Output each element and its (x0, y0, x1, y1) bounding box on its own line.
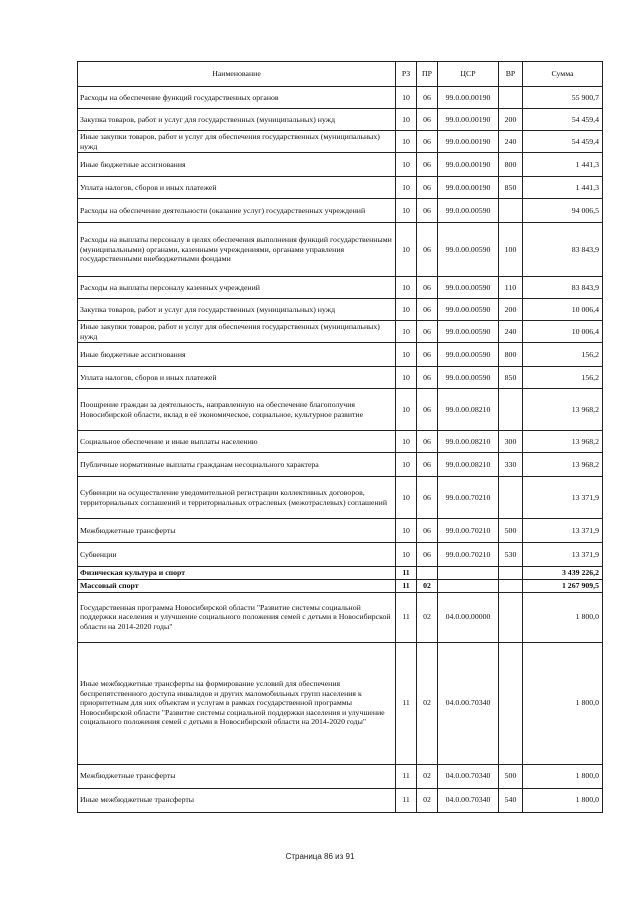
cell-name: Уплата налогов, сборов и иных платежей (78, 367, 396, 389)
page-number: Страница 86 из 91 (285, 852, 355, 861)
cell-rz: 10 (396, 131, 417, 153)
cell-rz: 10 (396, 87, 417, 109)
cell-vr (499, 592, 523, 642)
cell-csr: 99.0.00.08210 (438, 389, 499, 431)
cell-sum: 3 439 226,2 (523, 567, 603, 580)
cell-vr (499, 389, 523, 431)
table-row (78, 131, 603, 153)
cell-name: Иные бюджетные ассигнования (78, 343, 396, 367)
cell-sum: 13 968,2 (523, 389, 603, 431)
cell-pr: 06 (417, 343, 438, 367)
cell-sum: 13 371,9 (523, 519, 603, 543)
cell-sum: 1 441,3 (523, 153, 603, 177)
table-row (78, 277, 603, 299)
cell-name: Публичные нормативные выплаты гражданам несоциального характера (78, 453, 396, 477)
cell-vr: 200 (499, 109, 523, 131)
cell-csr: 99.0.00.70210 (438, 519, 499, 543)
header-csr: ЦСР (438, 62, 499, 87)
cell-pr: 06 (417, 519, 438, 543)
cell-rz: 11 (396, 592, 417, 642)
cell-rz: 10 (396, 477, 417, 519)
cell-pr: 02 (417, 764, 438, 788)
cell-vr (499, 567, 523, 580)
cell-sum: 1 800,0 (523, 788, 603, 812)
cell-name: Субвенции на осуществление уведомительной регистрации коллективных договоров, территориальных соглашений и территориальных отраслевых (межотраслевых) соглашений (78, 477, 396, 519)
table-row (78, 177, 603, 199)
cell-csr: 99.0.00.00590 (438, 223, 499, 277)
cell-sum: 55 900,7 (523, 87, 603, 109)
header-pr: ПР (417, 62, 438, 87)
cell-pr: 06 (417, 477, 438, 519)
cell-name: Поощрение граждан за деятельность, направленную на обеспечение благополучия Новосибирской области, вклад в её экономическое, социальное, культурное развитие (78, 389, 396, 431)
cell-name: Массовый спорт (78, 579, 396, 592)
cell-sum: 1 800,0 (523, 642, 603, 764)
cell-rz: 10 (396, 389, 417, 431)
header-vr: ВР (499, 62, 523, 87)
cell-sum: 1 800,0 (523, 764, 603, 788)
cell-vr: 240 (499, 131, 523, 153)
cell-csr: 99.0.00.00590 (438, 367, 499, 389)
cell-sum: 13 968,2 (523, 453, 603, 477)
cell-sum: 13 968,2 (523, 431, 603, 453)
cell-csr: 99.0.00.70210 (438, 477, 499, 519)
cell-pr: 02 (417, 592, 438, 642)
cell-csr: 99.0.00.00190 (438, 109, 499, 131)
cell-pr: 06 (417, 177, 438, 199)
cell-rz: 10 (396, 199, 417, 223)
cell-name: Физическая культура и спорт (78, 567, 396, 580)
cell-pr: 06 (417, 199, 438, 223)
cell-rz: 11 (396, 579, 417, 592)
cell-vr (499, 579, 523, 592)
cell-pr (417, 567, 438, 580)
cell-pr: 06 (417, 131, 438, 153)
table-row (78, 543, 603, 567)
cell-rz: 10 (396, 299, 417, 321)
table-row (78, 321, 603, 343)
cell-sum: 156,2 (523, 367, 603, 389)
table-row (78, 579, 603, 592)
cell-sum: 13 371,9 (523, 543, 603, 567)
cell-sum: 83 843,9 (523, 277, 603, 299)
cell-rz: 10 (396, 153, 417, 177)
cell-csr: 99.0.00.00590 (438, 321, 499, 343)
table-row (78, 477, 603, 519)
cell-sum: 1 267 909,5 (523, 579, 603, 592)
table-header-row (78, 62, 603, 87)
cell-vr (499, 199, 523, 223)
cell-name: Иные межбюджетные трансферты (78, 788, 396, 812)
cell-sum: 94 006,5 (523, 199, 603, 223)
cell-sum: 54 459,4 (523, 109, 603, 131)
cell-pr: 02 (417, 579, 438, 592)
cell-rz: 10 (396, 343, 417, 367)
table-row (78, 592, 603, 642)
cell-pr: 06 (417, 223, 438, 277)
cell-name: Межбюджетные трансферты (78, 519, 396, 543)
header-rz: РЗ (396, 62, 417, 87)
cell-csr: 04.0.00.70340 (438, 642, 499, 764)
cell-csr (438, 579, 499, 592)
cell-csr (438, 567, 499, 580)
cell-pr: 02 (417, 788, 438, 812)
table-row (78, 153, 603, 177)
table-row (78, 223, 603, 277)
budget-table (77, 61, 603, 813)
cell-name: Расходы на обеспечение функций государственных органов (78, 87, 396, 109)
cell-csr: 99.0.00.00590 (438, 299, 499, 321)
cell-sum: 10 006,4 (523, 321, 603, 343)
cell-name: Иные закупки товаров, работ и услуг для обеспечения государственных (муниципальных) нужд (78, 131, 396, 153)
cell-vr: 500 (499, 764, 523, 788)
table-row (78, 764, 603, 788)
cell-sum: 1 441,3 (523, 177, 603, 199)
cell-vr: 850 (499, 367, 523, 389)
cell-pr: 06 (417, 299, 438, 321)
cell-csr: 04.0.00.70340 (438, 788, 499, 812)
cell-vr: 300 (499, 431, 523, 453)
cell-name: Социальное обеспечение и иные выплаты населению (78, 431, 396, 453)
cell-csr: 99.0.00.00190 (438, 131, 499, 153)
cell-vr: 800 (499, 153, 523, 177)
cell-csr: 99.0.00.00190 (438, 177, 499, 199)
cell-vr: 850 (499, 177, 523, 199)
table-body (78, 87, 603, 813)
header-name: Наименование (78, 62, 396, 87)
cell-rz: 10 (396, 367, 417, 389)
cell-name: Закупка товаров, работ и услуг для государственных (муниципальных) нужд (78, 109, 396, 131)
cell-vr: 240 (499, 321, 523, 343)
cell-pr: 06 (417, 109, 438, 131)
cell-name: Иные закупки товаров, работ и услуг для обеспечения государственных (муниципальных) нужд (78, 321, 396, 343)
cell-vr: 530 (499, 543, 523, 567)
cell-name: Государственная программа Новосибирской области "Развитие системы социальной поддержки населения и улучшение социального положения семей с детьми в Новосибирской области на 2014-2020 годы" (78, 592, 396, 642)
cell-name: Уплата налогов, сборов и иных платежей (78, 177, 396, 199)
cell-pr: 06 (417, 543, 438, 567)
cell-vr: 500 (499, 519, 523, 543)
cell-rz: 10 (396, 519, 417, 543)
cell-pr: 06 (417, 389, 438, 431)
cell-pr: 06 (417, 321, 438, 343)
cell-csr: 04.0.00.00000 (438, 592, 499, 642)
cell-rz: 10 (396, 431, 417, 453)
header-sum: Сумма (523, 62, 603, 87)
cell-sum: 1 800,0 (523, 592, 603, 642)
cell-sum: 54 459,4 (523, 131, 603, 153)
table-row (78, 87, 603, 109)
table-row (78, 642, 603, 764)
cell-pr: 06 (417, 453, 438, 477)
cell-vr: 110 (499, 277, 523, 299)
cell-sum: 156,2 (523, 343, 603, 367)
cell-pr: 06 (417, 277, 438, 299)
cell-rz: 10 (396, 109, 417, 131)
cell-vr: 800 (499, 343, 523, 367)
cell-csr: 99.0.00.00590 (438, 277, 499, 299)
cell-vr (499, 642, 523, 764)
cell-name: Иные межбюджетные трансферты на формирование условий для обеспечения беспрепятственного доступа инвалидов и других маломобильных групп населения к приоритетным для них объектам и услугам в рамках государственной программы Новосибирской области "Развитие системы социальной поддержки населения и улучшение социального положения семей с детьми в Новосибирской области на 2014-2020 годы" (78, 642, 396, 764)
table-row (78, 199, 603, 223)
table-row (78, 109, 603, 131)
cell-vr: 330 (499, 453, 523, 477)
cell-vr (499, 477, 523, 519)
table-row (78, 431, 603, 453)
cell-csr: 04.0.00.70340 (438, 764, 499, 788)
cell-name: Расходы на выплаты персоналу казенных учреждений (78, 277, 396, 299)
cell-name: Расходы на выплаты персоналу в целях обеспечения выполнения функций государственными (муниципальными) органами, казенными учреждениями, органами управления государственными внебюджетными фондами (78, 223, 396, 277)
cell-name: Расходы на обеспечение деятельности (оказание услуг) государственных учреждений (78, 199, 396, 223)
cell-pr: 06 (417, 153, 438, 177)
cell-rz: 10 (396, 223, 417, 277)
cell-pr: 02 (417, 642, 438, 764)
table-row (78, 367, 603, 389)
cell-rz: 11 (396, 567, 417, 580)
table-row (78, 389, 603, 431)
cell-csr: 99.0.00.00190 (438, 87, 499, 109)
cell-name: Межбюджетные трансферты (78, 764, 396, 788)
cell-rz: 11 (396, 788, 417, 812)
cell-csr: 99.0.00.08210 (438, 431, 499, 453)
cell-rz: 10 (396, 453, 417, 477)
cell-csr: 99.0.00.70210 (438, 543, 499, 567)
cell-sum: 83 843,9 (523, 223, 603, 277)
cell-sum: 10 006,4 (523, 299, 603, 321)
cell-name: Закупка товаров, работ и услуг для государственных (муниципальных) нужд (78, 299, 396, 321)
cell-name: Субвенции (78, 543, 396, 567)
cell-pr: 06 (417, 367, 438, 389)
cell-rz: 10 (396, 321, 417, 343)
table-row (78, 299, 603, 321)
cell-rz: 11 (396, 642, 417, 764)
table-row (78, 788, 603, 812)
cell-sum: 13 371,9 (523, 477, 603, 519)
cell-csr: 99.0.00.00590 (438, 343, 499, 367)
table-row (78, 519, 603, 543)
cell-csr: 99.0.00.00590 (438, 199, 499, 223)
cell-vr: 540 (499, 788, 523, 812)
cell-vr (499, 87, 523, 109)
cell-rz: 11 (396, 764, 417, 788)
cell-csr: 99.0.00.00190 (438, 153, 499, 177)
cell-name: Иные бюджетные ассигнования (78, 153, 396, 177)
cell-pr: 06 (417, 87, 438, 109)
table-row (78, 567, 603, 580)
cell-rz: 10 (396, 277, 417, 299)
table-row (78, 343, 603, 367)
cell-rz: 10 (396, 543, 417, 567)
cell-csr: 99.0.00.08210 (438, 453, 499, 477)
cell-rz: 10 (396, 177, 417, 199)
cell-vr: 200 (499, 299, 523, 321)
cell-pr: 06 (417, 431, 438, 453)
table-row (78, 453, 603, 477)
cell-vr: 100 (499, 223, 523, 277)
